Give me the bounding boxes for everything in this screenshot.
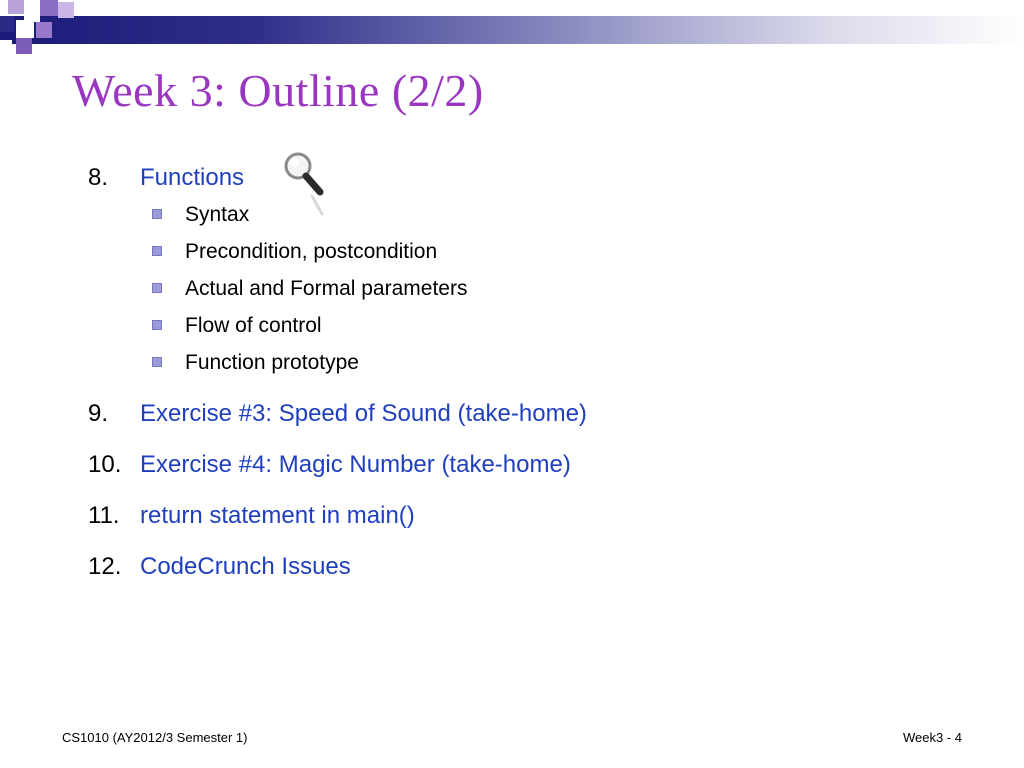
- item-label: Functions: [140, 164, 245, 191]
- item-number: 9.: [88, 400, 109, 427]
- bullet-square-icon: [152, 209, 162, 219]
- item-label: Exercise #4: Magic Number (take-home): [140, 451, 571, 478]
- item-label: Exercise #3: Speed of Sound (take-home): [140, 400, 587, 427]
- slide-title: Week 3: Outline (2/2): [72, 65, 484, 116]
- item-number: 10.: [88, 451, 122, 478]
- sub-item-label: Syntax: [185, 203, 250, 226]
- item-number: 11.: [88, 502, 120, 529]
- sub-item-label: Flow of control: [185, 314, 322, 337]
- item-number: 12.: [88, 553, 122, 580]
- bullet-square-icon: [152, 246, 162, 256]
- item-number: 8.: [88, 164, 109, 191]
- header-gradient-bar: [0, 16, 1024, 44]
- bullet-square-icon: [152, 357, 162, 367]
- item-label: CodeCrunch Issues: [140, 553, 351, 580]
- footer-slide-number: Week3 - 4: [902, 730, 962, 745]
- sub-item-label: Function prototype: [185, 351, 359, 374]
- header-squares-decoration: [0, 0, 80, 62]
- sub-item-label: Precondition, postcondition: [185, 240, 438, 263]
- bullet-square-icon: [152, 320, 162, 330]
- footer-course-info: CS1010 (AY2012/3 Semester 1): [62, 730, 248, 745]
- sub-item-label: Actual and Formal parameters: [185, 277, 468, 300]
- item-label: return statement in main(): [140, 502, 415, 529]
- bullet-square-icon: [152, 283, 162, 293]
- magnifying-glass-icon: [282, 148, 328, 218]
